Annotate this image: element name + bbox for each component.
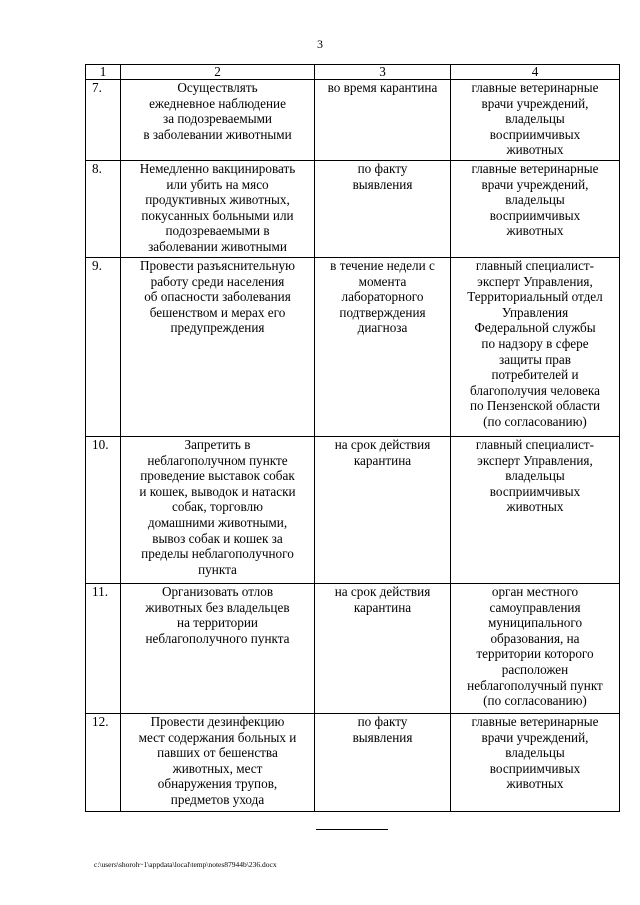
period-cell xyxy=(315,258,451,437)
responsible-text: главные ветеринарные врачи учреждений, владельцы восприимчивых животных xyxy=(471,714,599,792)
responsible-cell xyxy=(451,714,620,812)
row-number: 11. xyxy=(86,584,121,714)
period-cell xyxy=(315,80,451,161)
table-row xyxy=(86,258,620,437)
row-number: 12. xyxy=(86,714,121,812)
action-cell xyxy=(121,714,315,812)
header-cell: 2 xyxy=(121,65,315,80)
responsible-text: орган местного самоуправления муниципального образования, на территории которого расположен неблагополучный пункт (по согласованию) xyxy=(467,584,603,709)
action-text: Организовать отлов животных без владельцев на территории неблагополучного пункта xyxy=(145,584,290,646)
responsible-cell xyxy=(451,161,620,258)
action-cell xyxy=(121,80,315,161)
measures-table xyxy=(85,64,620,812)
period-cell xyxy=(315,161,451,258)
header-cell: 3 xyxy=(315,65,451,80)
responsible-cell xyxy=(451,437,620,584)
action-cell xyxy=(121,161,315,258)
period-text: по факту выявления xyxy=(352,161,413,192)
period-cell xyxy=(315,714,451,812)
period-text: на срок действия карантина xyxy=(334,584,431,615)
row-number: 8. xyxy=(86,161,121,258)
action-text: Провести разъяснительную работу среди населения об опасности заболевания бешенством и мерах его предупреждения xyxy=(139,258,295,336)
header-cell: 4 xyxy=(451,65,620,80)
period-text: по факту выявления xyxy=(352,714,413,745)
period-text: на срок действия карантина xyxy=(334,437,431,468)
responsible-cell xyxy=(451,80,620,161)
page-number: 3 xyxy=(317,37,323,51)
responsible-text: главные ветеринарные врачи учреждений, владельцы восприимчивых животных xyxy=(471,80,599,158)
responsible-text: главный специалист- эксперт Управления, Территориальный отдел Управления Федеральной службы по надзору в сфере защиты прав потребителей и благополучия человека по Пензенской области (по согласованию) xyxy=(467,258,603,429)
row-number: 10. xyxy=(86,437,121,584)
header-cell: 1 xyxy=(86,65,121,80)
table-row xyxy=(86,161,620,258)
action-text: Немедленно вакцинировать или убить на мясо продуктивных животных, покусанных больными или подозреваемыми в заболевании животными xyxy=(139,161,296,254)
action-text: Осуществлять ежедневное наблюдение за подозреваемыми в заболевании животными xyxy=(143,80,292,142)
row-number: 7. xyxy=(86,80,121,161)
period-text: во время карантина xyxy=(327,80,438,95)
action-text: Запретить в неблагополучном пункте проведение выставок собак и кошек, выводок и натаски собак, торговлю домашними животными, вывоз собак и кошек за пределы неблагополучного пункта xyxy=(139,437,296,577)
table-header-row xyxy=(86,65,620,80)
table-row xyxy=(86,714,620,812)
action-cell xyxy=(121,584,315,714)
period-cell xyxy=(315,437,451,584)
period-cell xyxy=(315,584,451,714)
action-cell xyxy=(121,258,315,437)
period-text: в течение недели с момента лабораторного подтверждения диагноза xyxy=(330,258,435,336)
action-cell xyxy=(121,437,315,584)
action-text: Провести дезинфекцию мест содержания больных и павших от бешенства животных, мест обнаружения трупов, предметов ухода xyxy=(138,714,297,807)
footnote-separator xyxy=(316,829,388,830)
table-row xyxy=(86,584,620,714)
responsible-text: главный специалист- эксперт Управления, владельцы восприимчивых животных xyxy=(475,437,595,515)
table-row xyxy=(86,437,620,584)
responsible-text: главные ветеринарные врачи учреждений, владельцы восприимчивых животных xyxy=(471,161,599,239)
row-number: 9. xyxy=(86,258,121,437)
table-row xyxy=(86,80,620,161)
responsible-cell xyxy=(451,258,620,437)
file-path: c:\users\shoroh~1\appdata\local\temp\notes87944b\236.docx xyxy=(94,860,277,869)
responsible-cell xyxy=(451,584,620,714)
